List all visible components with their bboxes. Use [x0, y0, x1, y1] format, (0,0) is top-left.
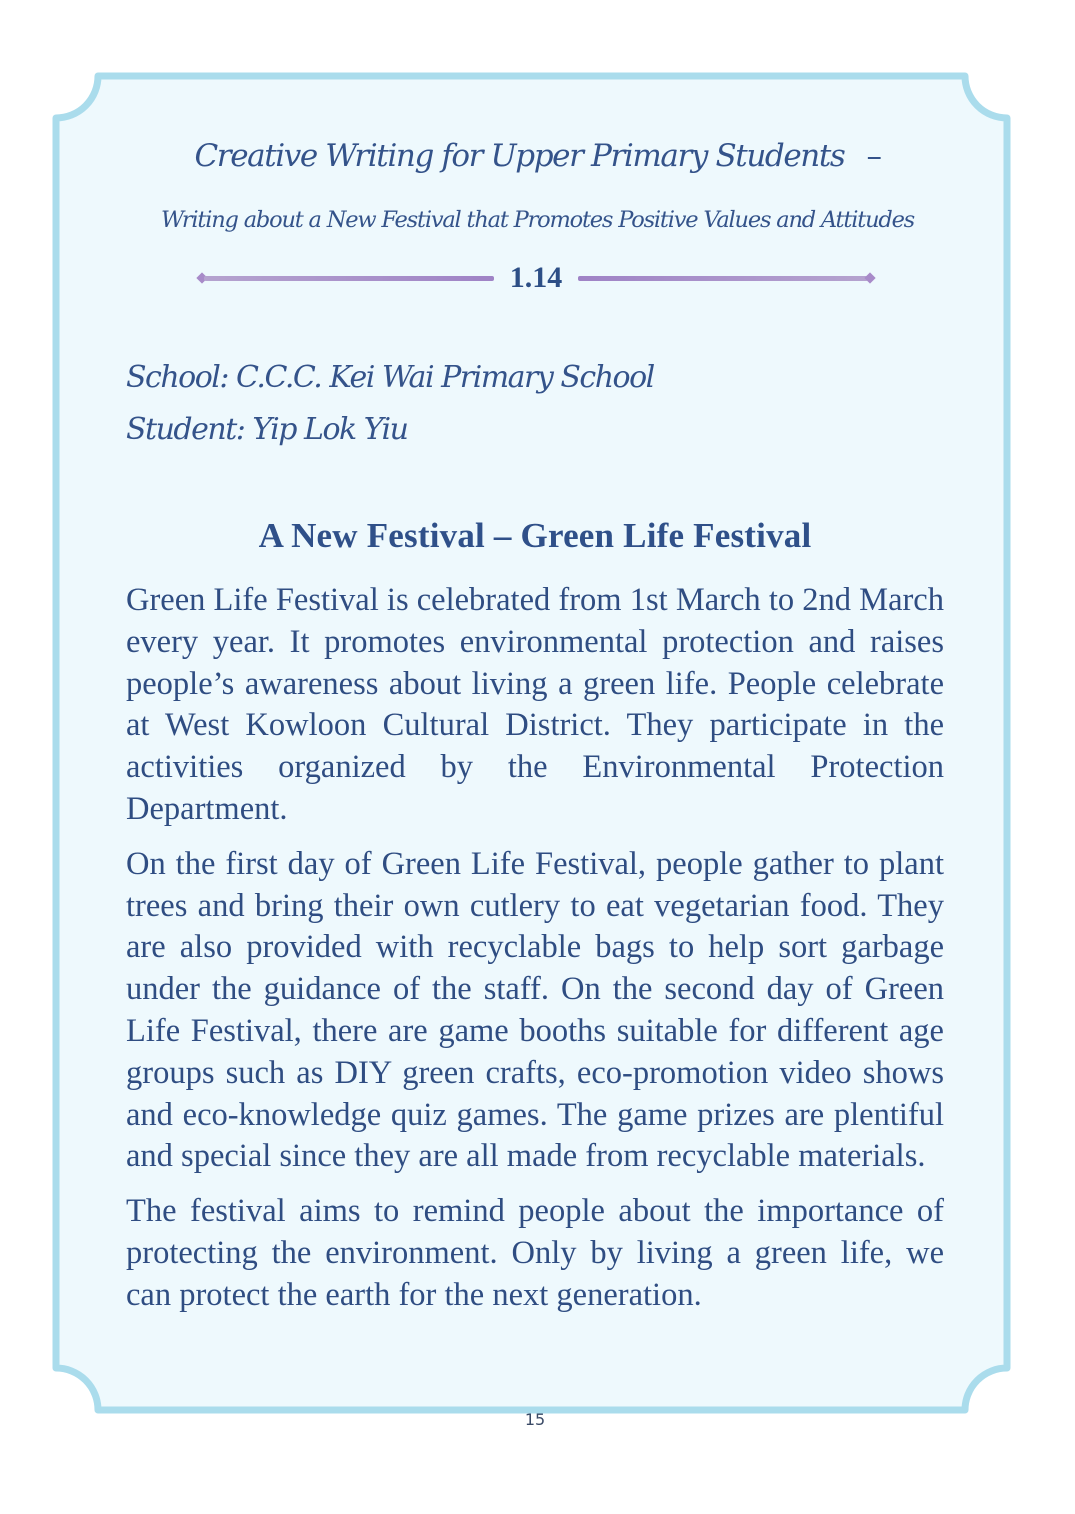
essay-body [126, 580, 944, 1330]
divider-line-right [578, 276, 868, 281]
page-number: 15 [524, 1410, 546, 1429]
school-name: School: C.C.C. Kei Wai Primary School [126, 360, 654, 395]
student-name: Student: Yip Lok Yiu [126, 412, 408, 447]
section-number: 1.14 [509, 261, 563, 294]
essay-paragraph: Green Life Festival is celebrated from 1st March to 2nd March every year. It promotes environmental protection and raises people’s awareness about living a green life. People celebrate at West Kowloon Cultural District. They participate in the activities organized by the Environmental Protection Department. [126, 582, 944, 827]
author-info [126, 352, 654, 456]
essay-paragraph: On the first day of Green Life Festival, people gather to plant trees and bring their own cutlery to eat vegetarian food. They are also provided with recyclable bags to help sort garbage under the guidance of the staff. On the second day of Green Life Festival, there are game booths suitable for different age groups such as DIY green crafts, eco-promotion video shows and eco-knowledge quiz games. The game prizes are plentiful and special since they are all made from recyclable materials. [126, 845, 944, 1175]
series-title-text: Creative Writing for Upper Primary Students [194, 138, 845, 174]
essay-paragraph: The festival aims to remind people about the importance of protecting the environment. Only by living a green life, we can protect the earth for the next generation. [126, 1193, 944, 1313]
section-divider [196, 260, 876, 296]
series-title [0, 138, 1075, 174]
series-subtitle: Writing about a New Festival that Promotes Positive Values and Attitudes [160, 207, 915, 233]
series-title-dash: – [866, 138, 881, 174]
essay-title: A New Festival – Green Life Festival [258, 516, 812, 555]
